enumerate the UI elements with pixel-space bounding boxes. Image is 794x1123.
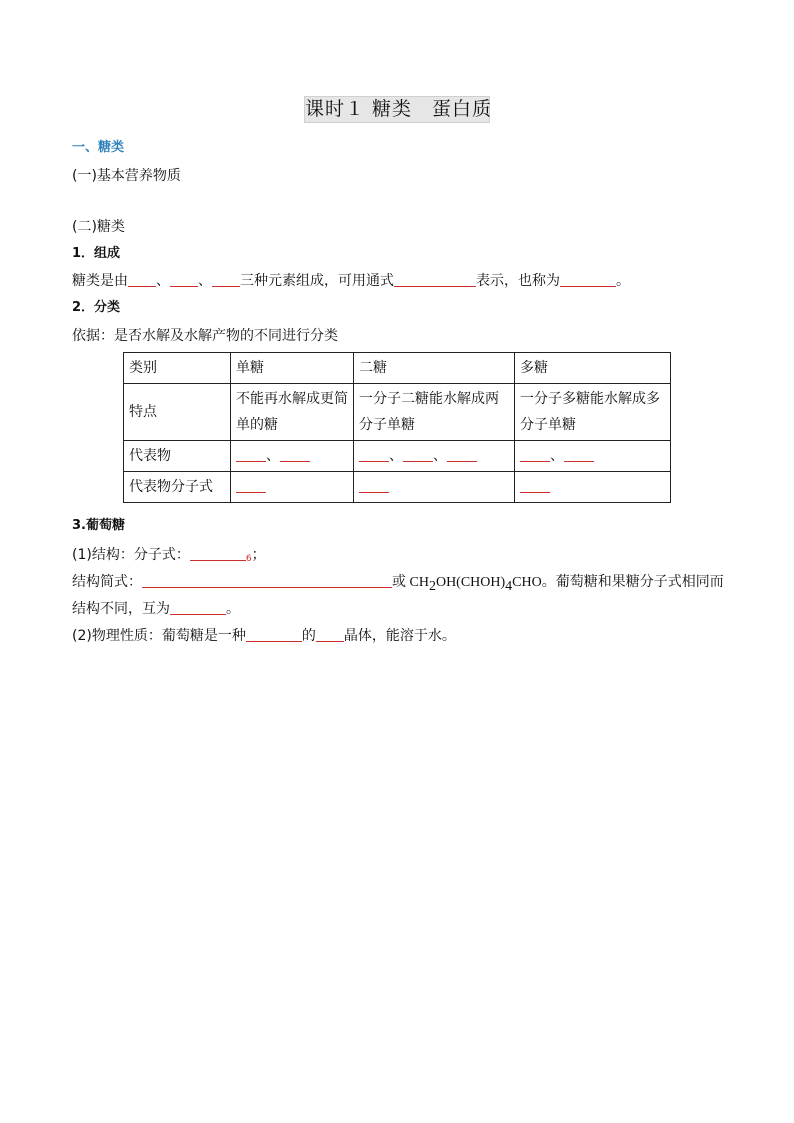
molecular-formula-blank[interactable] <box>190 546 246 561</box>
isomer-note: 。葡萄糖和果糖分子式相同而 <box>541 574 724 590</box>
table-row-formulas <box>124 472 671 503</box>
header-category: 类别 <box>124 353 231 384</box>
physical-prefix: (2)物理性质：葡萄糖是一种 <box>72 628 246 644</box>
separator: 、 <box>266 448 280 464</box>
formula-label: 代表物分子式 <box>124 472 231 503</box>
blank[interactable] <box>359 478 389 493</box>
isomer-blank[interactable] <box>170 600 226 615</box>
alt-formula-end: CHO <box>512 575 542 590</box>
section-heading-sugars: 一、糖类 <box>72 140 125 155</box>
blank[interactable] <box>564 447 594 462</box>
element-blank-1[interactable] <box>128 272 156 287</box>
separator: 、 <box>433 448 447 464</box>
composition-mid: 三种元素组成，可用通式 <box>240 273 394 289</box>
composition-prefix: 糖类是由 <box>72 273 128 289</box>
blank[interactable] <box>359 447 389 462</box>
feature-polysaccharide: 一分子多糖能水解成多分子单糖 <box>515 384 671 441</box>
structure-mark: 6 <box>245 554 252 564</box>
representative-label: 代表物 <box>124 441 231 472</box>
separator: 、 <box>389 448 403 464</box>
blank[interactable] <box>236 478 266 493</box>
physical-end: 晶体，能溶于水。 <box>343 628 456 644</box>
blank[interactable] <box>280 447 310 462</box>
element-blank-3[interactable] <box>212 272 240 287</box>
alt-formula-sub1: 2 <box>428 578 436 594</box>
formula-monosaccharide <box>231 472 354 503</box>
classification-basis: 依据：是否水解及水解产物的不同进行分类 <box>72 328 338 344</box>
glucose-physical-properties <box>72 626 456 646</box>
simple-formula-prefix: 结构简式： <box>72 574 142 590</box>
glucose-simple-formula <box>72 572 724 597</box>
representative-polysaccharide <box>515 441 671 472</box>
structure-prefix: (1)结构：分子式： <box>72 547 190 563</box>
page-title: 课时１ 糖类 蛋白质 <box>304 96 490 123</box>
features-label: 特点 <box>124 384 231 441</box>
composition-mid2: 表示，也称为 <box>476 273 560 289</box>
glucose-structure <box>72 545 266 569</box>
representative-disaccharide <box>354 441 515 472</box>
subsection-basic-nutrients: (一)基本营养物质 <box>72 168 181 184</box>
blank[interactable] <box>236 447 266 462</box>
representative-monosaccharide <box>231 441 354 472</box>
table-row-representatives <box>124 441 671 472</box>
structural-formula-blank[interactable] <box>142 573 392 588</box>
subsection-sugars: (二)糖类 <box>72 219 125 235</box>
heading-composition: 1．组成 <box>72 246 121 261</box>
feature-monosaccharide: 不能再水解成更简单的糖 <box>231 384 354 441</box>
classification-table <box>123 352 671 503</box>
composition-sep-1: 、 <box>156 273 170 289</box>
physical-mid: 的 <box>301 628 316 644</box>
structure-end: ； <box>251 547 266 563</box>
blank[interactable] <box>447 447 477 462</box>
element-blank-2[interactable] <box>170 272 198 287</box>
formula-polysaccharide <box>515 472 671 503</box>
alt-formula-or: 或 CH <box>392 575 429 590</box>
heading-glucose: 3.葡萄糖 <box>72 518 125 533</box>
header-polysaccharide: 多糖 <box>515 353 671 384</box>
heading-classification: 2．分类 <box>72 300 121 315</box>
alt-formula-sub2: 4 <box>505 578 513 594</box>
composition-sentence <box>72 271 630 291</box>
glucose-isomer-line <box>72 599 240 619</box>
blank[interactable] <box>520 478 550 493</box>
alt-formula-mid: OH(CHOH) <box>435 575 506 590</box>
feature-disaccharide: 一分子二糖能水解成两分子单糖 <box>354 384 515 441</box>
color-blank[interactable] <box>246 627 302 642</box>
table-row-header <box>124 353 671 384</box>
blank[interactable] <box>520 447 550 462</box>
formula-disaccharide <box>354 472 515 503</box>
state-blank[interactable] <box>316 627 344 642</box>
isomer-line2-end: 。 <box>226 601 240 617</box>
alias-blank[interactable] <box>560 272 616 287</box>
header-monosaccharide: 单糖 <box>231 353 354 384</box>
header-disaccharide: 二糖 <box>354 353 515 384</box>
separator: 、 <box>550 448 564 464</box>
blank[interactable] <box>403 447 433 462</box>
composition-sep-2: 、 <box>198 273 212 289</box>
table-row-features <box>124 384 671 441</box>
general-formula-blank[interactable] <box>394 272 476 287</box>
isomer-line2-prefix: 结构不同，互为 <box>72 601 170 617</box>
composition-end: 。 <box>616 273 630 289</box>
